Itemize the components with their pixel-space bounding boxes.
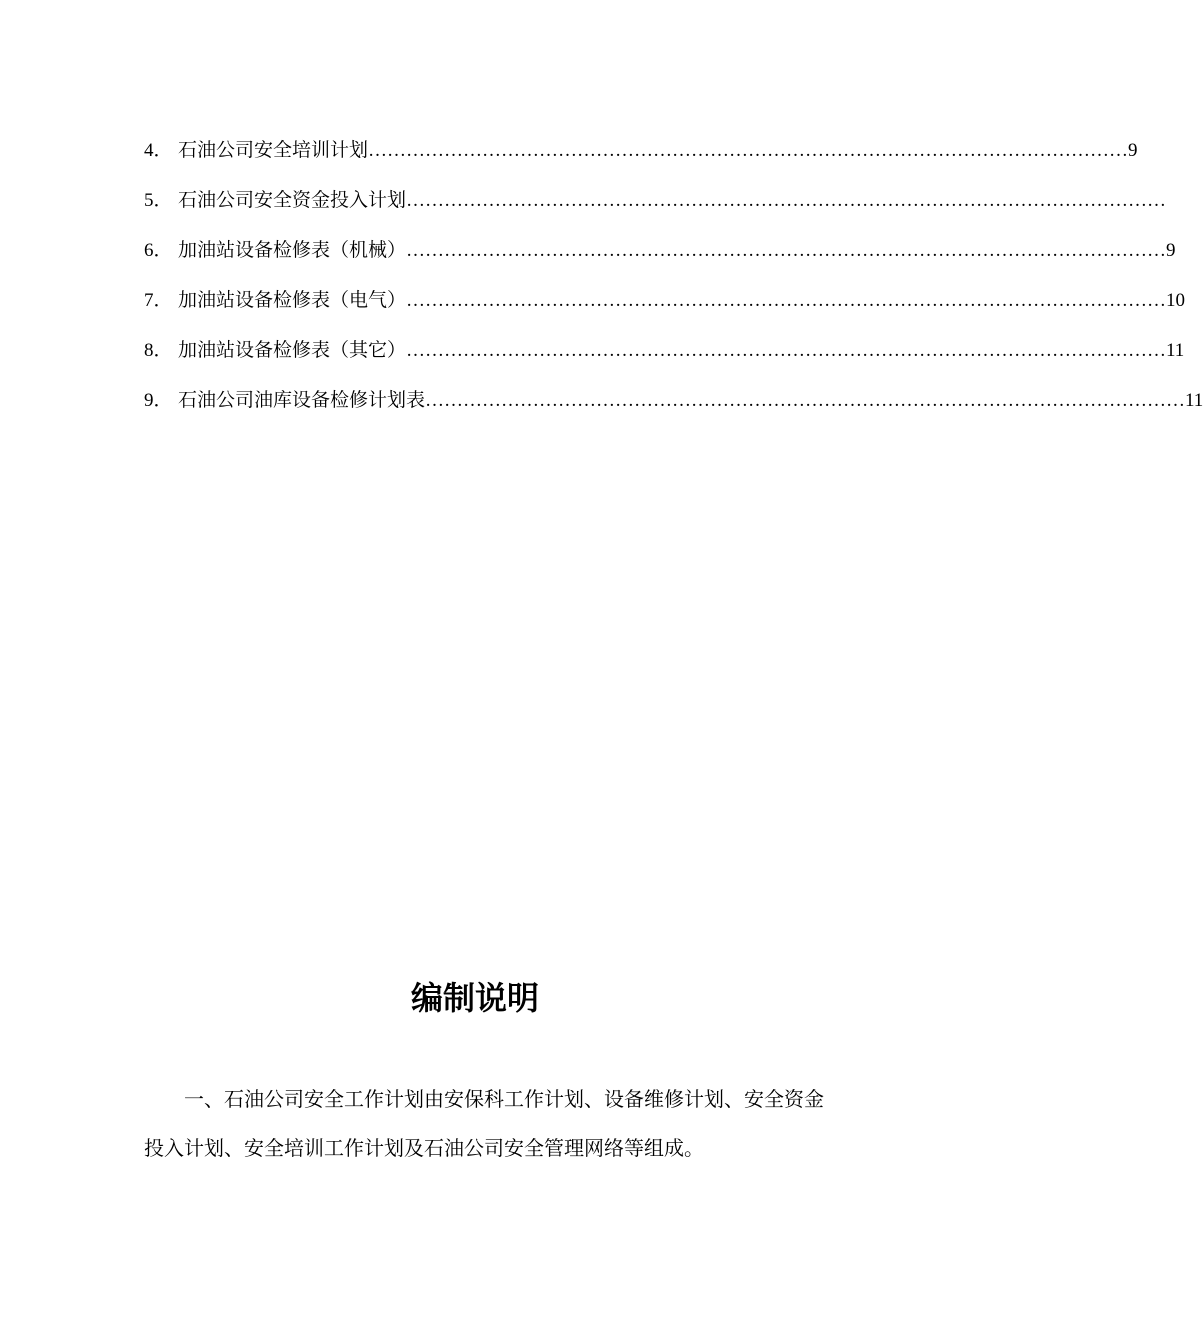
toc-entry[interactable]	[144, 284, 1186, 334]
toc-dot-leader: …………………………………………………………………………………………………………	[368, 140, 1129, 161]
section-title: 编制说明	[410, 979, 539, 1017]
toc-entry-number: 4．	[144, 140, 173, 161]
toc-entry-number: 9．	[144, 390, 173, 411]
toc-entry-page: 9	[1128, 140, 1138, 161]
toc-dot-leader: …………………………………………………………………………………………………………	[406, 290, 1167, 311]
toc-dot-leader: …………………………………………………………………………………………………………	[425, 390, 1186, 411]
toc-entry[interactable]	[144, 384, 1203, 434]
body-paragraph: 一、石油公司安全工作计划由安保科工作计划、设备维修计划、安全资金投入计划、安全培训工作计划及石油公司安全管理网络等组成。	[144, 1087, 824, 1160]
toc-entry-number: 8．	[144, 340, 173, 361]
toc-entry-page: 11	[1166, 340, 1185, 361]
toc-entry[interactable]	[144, 184, 1167, 234]
toc-entry-number: 5．	[144, 190, 173, 211]
toc-entry-title: 加油站设备检修表（机械）	[178, 239, 407, 261]
toc-entry[interactable]	[144, 134, 1138, 184]
toc-dot-leader: …………………………………………………………………………………………………………	[406, 240, 1167, 261]
toc-entry-page: 11	[1185, 390, 1203, 411]
toc-entry[interactable]	[144, 334, 1185, 384]
toc-entry-title: 加油站设备检修表（电气）	[178, 289, 407, 311]
toc-dot-leader: …………………………………………………………………………………………………………	[406, 340, 1167, 361]
toc-entry-page: 10	[1166, 290, 1186, 311]
toc-entry-title: 石油公司安全资金投入计划	[178, 189, 407, 211]
toc-dot-leader: …………………………………………………………………………………………………………	[406, 190, 1167, 211]
toc-entry[interactable]	[144, 234, 1176, 284]
toc-entry-number: 7．	[144, 290, 173, 311]
toc-entry-title: 石油公司安全培训计划	[178, 139, 369, 161]
toc-entry-page: 9	[1166, 240, 1176, 261]
toc-entry-title: 石油公司油库设备检修计划表	[178, 389, 426, 411]
table-of-contents	[144, 134, 1203, 434]
toc-entry-number: 6．	[144, 240, 173, 261]
toc-entry-title: 加油站设备检修表（其它）	[178, 339, 407, 361]
